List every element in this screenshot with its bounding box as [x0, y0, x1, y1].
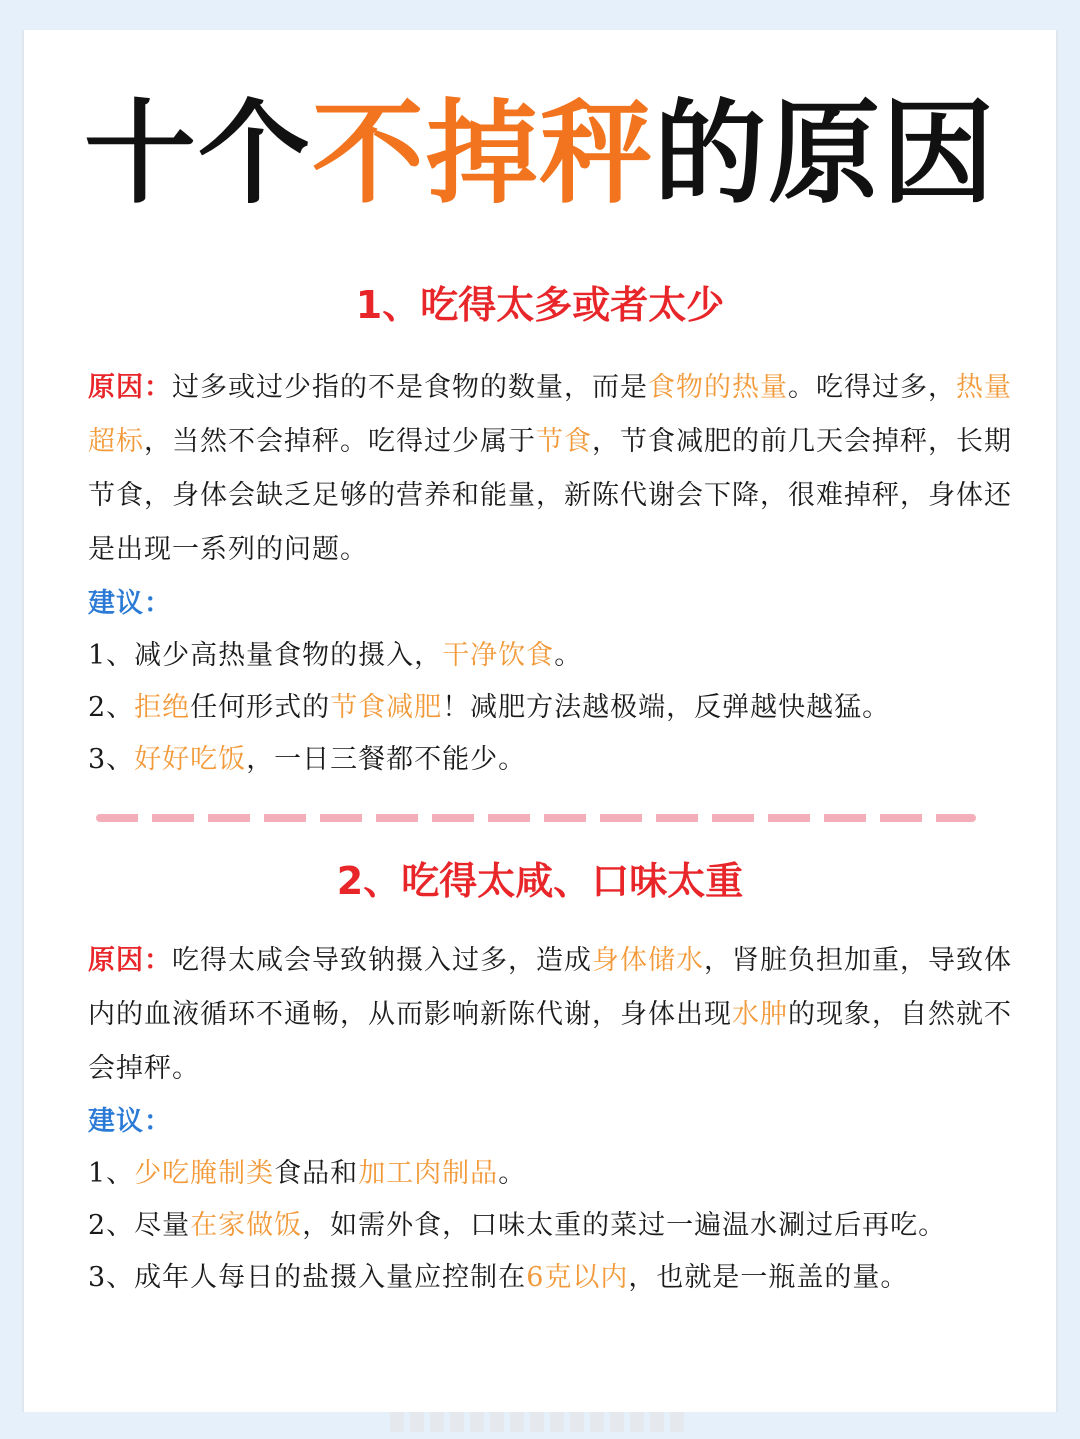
advice-label-1: 建议： [88, 588, 172, 619]
title-part: 十个 [84, 89, 312, 219]
advice-item [88, 636, 1018, 676]
highlight: 少吃腌制类 [134, 1158, 275, 1189]
highlight: 食物的热量 [648, 372, 788, 403]
section-divider [96, 814, 976, 822]
section-heading-2: 2、吃得太咸、口味太重 [336, 859, 744, 903]
text: 1、 [88, 1158, 135, 1189]
text: 2、 [88, 692, 135, 723]
text: ，当然不会掉秤。吃得过少属于 [144, 426, 536, 457]
advice-item [88, 740, 1018, 780]
title-part: 的原因 [654, 89, 996, 219]
text: 2、尽量 [88, 1210, 191, 1241]
text: 过多或过少指的不是食物的数量，而是 [172, 372, 648, 403]
reason-label: 原因： [88, 945, 172, 976]
highlight: 水肿 [732, 999, 788, 1030]
title-highlight: 不掉秤 [312, 89, 654, 219]
text: 。 [498, 1158, 527, 1189]
advice-item [88, 1258, 1018, 1298]
highlight: 节食 [536, 426, 592, 457]
text: ，一日三餐都不能少。 [246, 744, 527, 775]
highlight: 好好吃饭 [134, 744, 247, 775]
text: ，如需外食，口味太重的菜过一遍温水涮过后再吃。 [302, 1210, 947, 1241]
advice-item [88, 688, 1018, 728]
page-title [0, 84, 1080, 224]
text: ，节食减肥的前几天会掉秤，长期节食，身体会缺乏足够的营养和能量，新陈代谢会下降，很难掉秤，身体还是出现一系列的问题。 [88, 426, 1012, 565]
advice-item [88, 1206, 1018, 1246]
text: ，也就是一瓶盖的量。 [628, 1262, 909, 1293]
highlight: 身体储水 [592, 945, 704, 976]
reason-paragraph-2 [88, 934, 1018, 1096]
advice-label-2: 建议： [88, 1106, 172, 1137]
text: ！减肥方法越极端，反弹越快越猛。 [442, 692, 891, 723]
text: 3、 [88, 744, 135, 775]
text: ，肾脏负担加重，导致体内的血液循环不通畅，从而影响新陈代谢，身体出现 [88, 945, 1012, 1030]
highlight: 节食减肥 [330, 692, 443, 723]
text: 。吃得过多， [788, 372, 956, 403]
text: 任何形式的 [190, 692, 331, 723]
highlight: 干净饮食 [442, 640, 555, 671]
reason-label: 原因： [88, 372, 172, 403]
highlight: 拒绝 [134, 692, 191, 723]
text: 的现象，自然就不会掉秤。 [88, 999, 1012, 1084]
advice-item [88, 1154, 1018, 1194]
highlight: 在家做饭 [190, 1210, 303, 1241]
highlight: 加工肉制品 [358, 1158, 499, 1189]
text: 。 [554, 640, 583, 671]
text: 吃得太咸会导致钠摄入过多，造成 [172, 945, 592, 976]
highlight: 热量超标 [88, 372, 1012, 457]
highlight: 6克以内 [526, 1262, 629, 1293]
text: 3、成年人每日的盐摄入量应控制在 [88, 1262, 527, 1293]
text: 食品和 [274, 1158, 359, 1189]
text: 1、减少高热量食物的摄入， [88, 640, 443, 671]
watermark-bar [390, 1412, 690, 1432]
reason-paragraph-1 [88, 361, 1018, 577]
section-heading-1: 1、吃得太多或者太少 [355, 283, 725, 327]
